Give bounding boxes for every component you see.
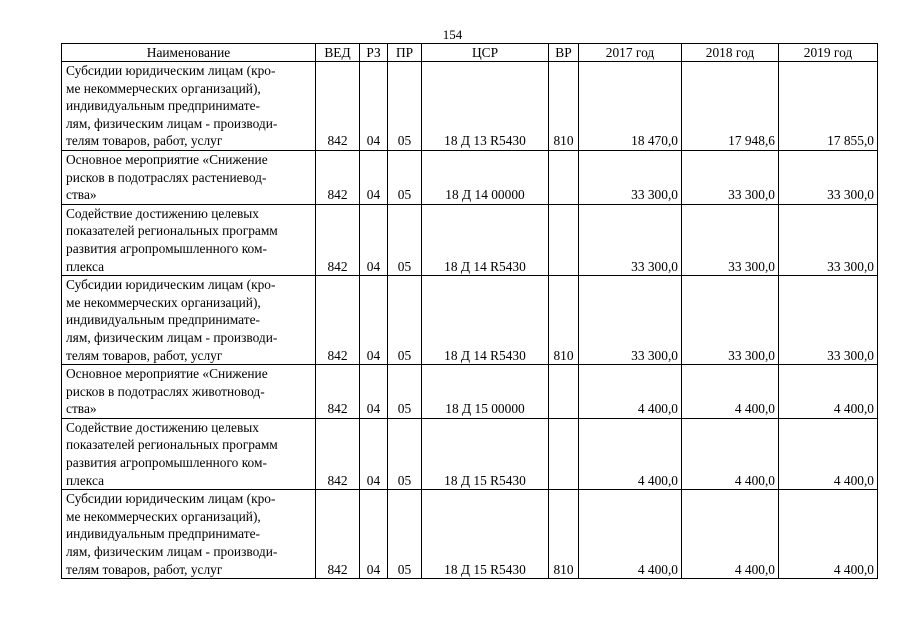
row-vr-cell: 810 (549, 62, 579, 151)
row-name-line: Субсидии юридическим лицам (кро- (66, 63, 276, 78)
header-vr: ВР (549, 44, 579, 62)
row-y2018-cell: 4 400,0 (682, 490, 779, 579)
table-row (62, 490, 878, 579)
table-row (62, 276, 878, 365)
row-vr-cell (549, 150, 579, 204)
row-y2019-cell: 33 300,0 (779, 276, 878, 365)
row-pr-cell: 05 (388, 490, 422, 579)
table-row (62, 365, 878, 419)
row-name-line: индивидуальным предпринимате- (66, 98, 261, 114)
row-pr-cell: 05 (388, 276, 422, 365)
row-name-line: плекса (66, 258, 105, 274)
row-rz-cell: 04 (360, 490, 388, 579)
row-csr-cell: 18 Д 14 00000 (422, 150, 549, 204)
row-name-line: Основное мероприятие «Снижение (66, 366, 268, 382)
row-y2017-cell: 33 300,0 (579, 276, 682, 365)
row-name-cell (62, 62, 316, 151)
row-ved-cell: 842 (316, 204, 360, 275)
row-name-cell (62, 150, 316, 204)
row-vr-cell (549, 418, 579, 489)
row-name-line: ства» (66, 187, 97, 203)
row-name-line: показателей региональных программ (66, 223, 278, 239)
row-name-line: развития агропромышленного ком- (66, 455, 267, 471)
row-name-cell (62, 490, 316, 579)
row-name-cell (62, 418, 316, 489)
row-name-line: плекса (66, 472, 105, 488)
row-vr-cell (549, 365, 579, 419)
row-name-cell (62, 204, 316, 275)
row-y2018-cell: 33 300,0 (682, 276, 779, 365)
row-rz-cell: 04 (360, 62, 388, 151)
page-number: 154 (442, 27, 463, 42)
header-pr: ПР (388, 44, 422, 62)
row-name-line: ме некоммерческих организаций), (66, 508, 261, 524)
header-ved: ВЕД (316, 44, 360, 62)
header-csr: ЦСР (422, 44, 549, 62)
budget-table (61, 43, 878, 579)
row-name-line: телям товаров, работ, услуг (66, 561, 223, 577)
row-rz-cell: 04 (360, 204, 388, 275)
row-y2019-cell: 4 400,0 (779, 418, 878, 489)
row-pr-cell: 05 (388, 365, 422, 419)
header-2019: 2019 год (779, 44, 878, 62)
row-y2019-cell: 4 400,0 (779, 365, 878, 419)
row-y2018-cell: 33 300,0 (682, 150, 779, 204)
row-name-line: рисков в подотраслях животновод- (66, 383, 265, 399)
row-name-cell (62, 365, 316, 419)
row-ved-cell: 842 (316, 62, 360, 151)
row-csr-cell: 18 Д 13 R5430 (422, 62, 549, 151)
row-pr-cell: 05 (388, 204, 422, 275)
table-body (62, 62, 878, 579)
row-csr-cell: 18 Д 14 R5430 (422, 276, 549, 365)
row-y2018-cell: 17 948,6 (682, 62, 779, 151)
row-y2017-cell: 18 470,0 (579, 62, 682, 151)
row-y2017-cell: 4 400,0 (579, 418, 682, 489)
row-vr-cell (549, 204, 579, 275)
table-row (62, 418, 878, 489)
row-ved-cell: 842 (316, 490, 360, 579)
row-vr-cell: 810 (549, 276, 579, 365)
row-y2017-cell: 33 300,0 (579, 204, 682, 275)
row-rz-cell: 04 (360, 365, 388, 419)
row-ved-cell: 842 (316, 365, 360, 419)
row-y2019-cell: 33 300,0 (779, 204, 878, 275)
row-y2017-cell: 4 400,0 (579, 490, 682, 579)
row-name-line: лям, физическим лицам - производи- (66, 544, 278, 560)
row-pr-cell: 05 (388, 62, 422, 151)
row-csr-cell: 18 Д 15 00000 (422, 365, 549, 419)
row-name-line: лям, физическим лицам - производи- (66, 115, 278, 131)
row-name-line: развития агропромышленного ком- (66, 240, 267, 256)
row-name-line: рисков в подотраслях растениевод- (66, 169, 267, 185)
row-name-line: Содействие достижению целевых (66, 419, 259, 435)
row-rz-cell: 04 (360, 150, 388, 204)
row-name-line: Основное мероприятие «Снижение (66, 151, 268, 167)
row-name-line: лям, физическим лицам - производи- (66, 329, 278, 345)
row-name-line: ме некоммерческих организаций), (66, 80, 261, 96)
row-name-line: ства» (66, 401, 97, 417)
row-name-line: Субсидии юридическим лицам (кро- (66, 491, 276, 507)
header-name: Наименование (62, 44, 316, 62)
row-csr-cell: 18 Д 14 R5430 (422, 204, 549, 275)
row-y2018-cell: 4 400,0 (682, 365, 779, 419)
row-csr-cell: 18 Д 15 R5430 (422, 418, 549, 489)
row-name-line: индивидуальным предпринимате- (66, 526, 261, 542)
row-rz-cell: 04 (360, 276, 388, 365)
row-vr-cell: 810 (549, 490, 579, 579)
row-name-line: телям товаров, работ, услуг (66, 133, 223, 149)
row-name-line: ме некоммерческих организаций), (66, 294, 261, 310)
row-rz-cell: 04 (360, 418, 388, 489)
row-y2018-cell: 4 400,0 (682, 418, 779, 489)
row-name-line: показателей региональных программ (66, 437, 278, 453)
row-pr-cell: 05 (388, 418, 422, 489)
header-row (62, 44, 878, 62)
row-y2019-cell: 17 855,0 (779, 62, 878, 151)
header-2018: 2018 год (682, 44, 779, 62)
row-pr-cell: 05 (388, 150, 422, 204)
row-ved-cell: 842 (316, 276, 360, 365)
row-name-cell (62, 276, 316, 365)
row-name-line: Субсидии юридическим лицам (кро- (66, 277, 276, 293)
row-name-line: индивидуальным предпринимате- (66, 312, 261, 328)
row-y2017-cell: 4 400,0 (579, 365, 682, 419)
row-csr-cell: 18 Д 15 R5430 (422, 490, 549, 579)
table-row (62, 150, 878, 204)
row-name-line: телям товаров, работ, услуг (66, 347, 223, 363)
row-y2019-cell: 4 400,0 (779, 490, 878, 579)
row-ved-cell: 842 (316, 418, 360, 489)
table-row (62, 204, 878, 275)
row-name-line: Содействие достижению целевых (66, 205, 259, 221)
row-y2018-cell: 33 300,0 (682, 204, 779, 275)
row-ved-cell: 842 (316, 150, 360, 204)
row-y2017-cell: 33 300,0 (579, 150, 682, 204)
table-row (62, 62, 878, 151)
row-y2019-cell: 33 300,0 (779, 150, 878, 204)
header-rz: РЗ (360, 44, 388, 62)
header-2017: 2017 год (579, 44, 682, 62)
